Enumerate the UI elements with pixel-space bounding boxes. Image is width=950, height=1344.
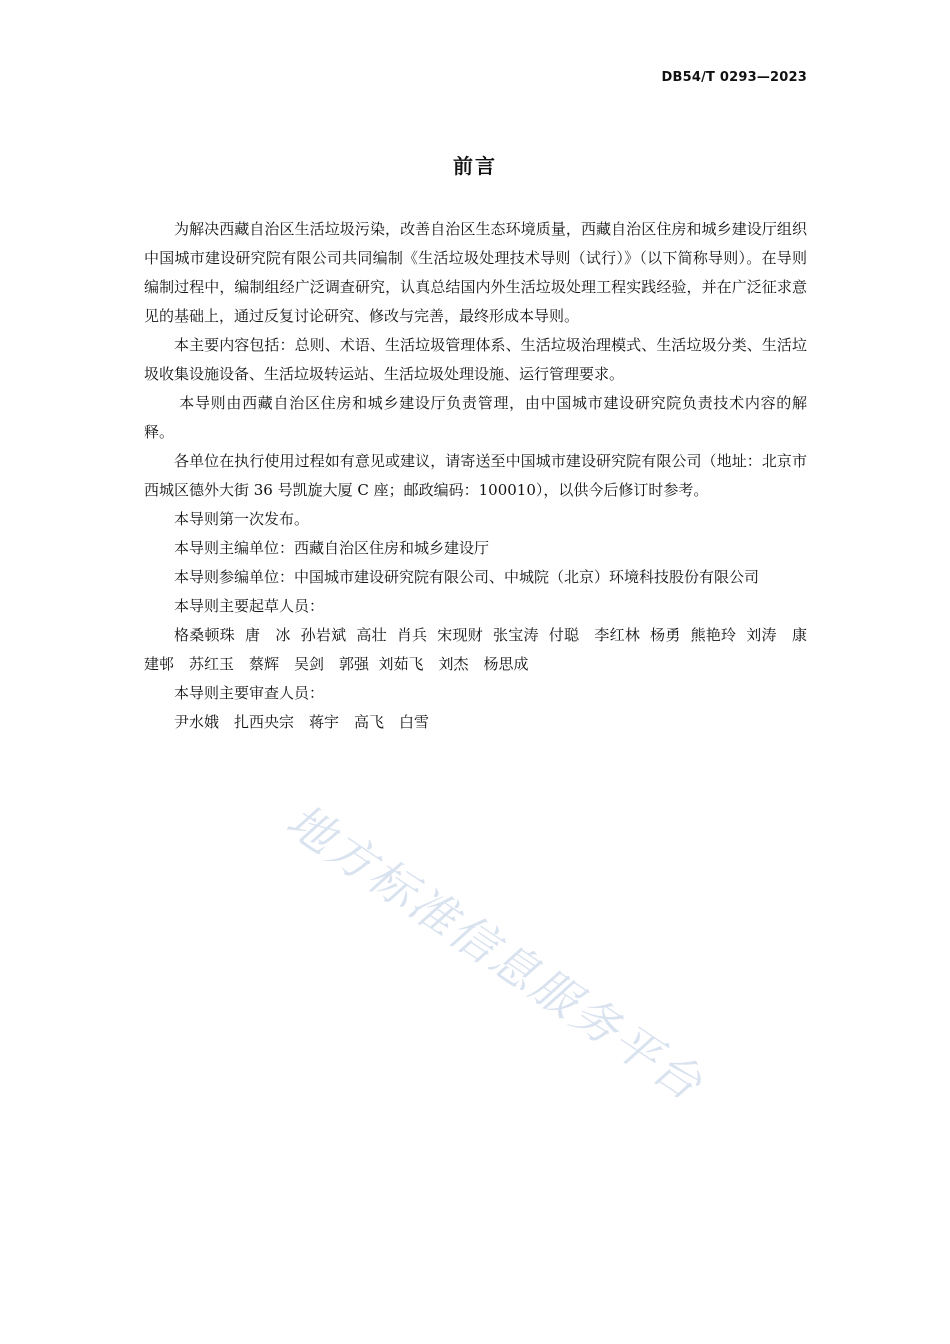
paragraph-first-release: 本导则第一次发布。 [174,510,310,528]
paragraph-reviewers-list: 尹水娥 扎西央宗 蒋宇 高飞 白雪 [174,713,430,731]
paragraph-drafters-list: 格桑顿珠 唐 冰 孙岩斌 高壮 肖兵 宋现财 张宝涛 付聪 李红林 杨勇 熊艳玲 刘涛 康建邨 苏红玉 蔡辉 吴剑 郭强 刘茹飞 刘杰 杨思成 [144,626,807,673]
document-code: DB54/T 0293—2023 [661,70,807,85]
paragraph-feedback: 各单位在执行使用过程如有意见或建议，请寄送至中国城市建设研究院有限公司（地址：北京市西城区德外大街 36 号凯旋大厦 C 座；邮政编码：100010），以供今后修订时参考。 [144,452,807,499]
paragraph-management: 本导则由西藏自治区住房和城乡建设厅负责管理，由中国城市建设研究院负责技术内容的解释。 [144,394,807,441]
paragraph-drafters-heading: 本导则主要起草人员： [174,597,325,615]
paragraph-chief-editor: 本导则主编单位：西藏自治区住房和城乡建设厅 [174,539,490,557]
watermark-text: 地方标准信息服务平台 [277,793,714,1112]
paragraph-participating-units: 本导则参编单位：中国城市建设研究院有限公司、中城院（北京）环境科技股份有限公司 [174,568,760,586]
preface-body [144,215,807,737]
paragraph-main-content: 本主要内容包括：总则、术语、生活垃圾管理体系、生活垃圾治理模式、生活垃圾分类、生活垃圾收集设施设备、生活垃圾转运站、生活垃圾处理设施、运行管理要求。 [144,336,807,383]
paragraph-purpose: 为解决西藏自治区生活垃圾污染，改善自治区生态环境质量，西藏自治区住房和城乡建设厅组织中国城市建设研究院有限公司共同编制《生活垃圾处理技术导则（试行）》（以下简称导则）。在导则编制过程中，编制组经广泛调查研究，认真总结国内外生活垃圾处理工程实践经验，并在广泛征求意见的基础上，通过反复讨论研究、修改与完善，最终形成本导则。 [144,220,807,325]
paragraph-reviewers-heading: 本导则主要审查人员： [174,684,325,702]
page-title: 前言 [453,154,497,178]
